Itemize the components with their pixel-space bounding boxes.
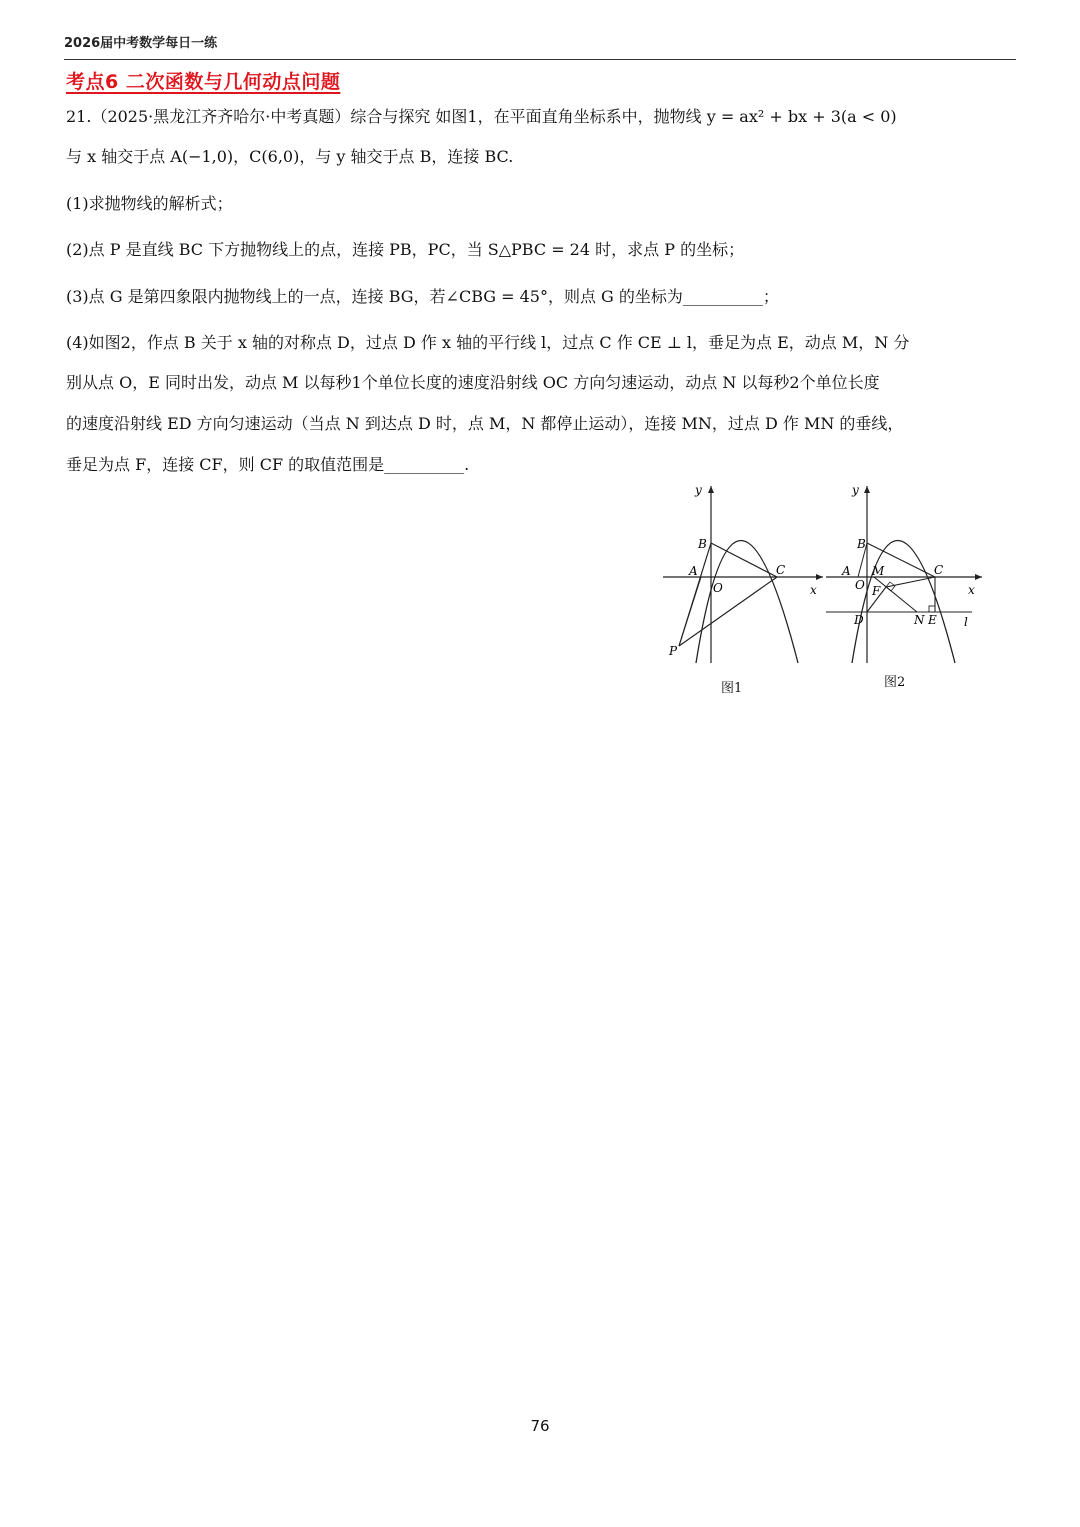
- page-number: 76: [530, 1417, 550, 1435]
- fig2-label-y: y: [852, 483, 859, 497]
- fig2-label-e: E: [928, 613, 937, 627]
- fig2-label-m: M: [872, 564, 885, 578]
- question-4-line-1: (4)如图2，作点 B 关于 x 轴的对称点 D，过点 D 作 x 轴的平行线 l，过点 C 作 CE ⊥ l，垂足为点 E，动点 M，N 分: [66, 333, 910, 352]
- fig2-label-d: D: [854, 613, 864, 627]
- fig2-label-a: A: [842, 564, 851, 578]
- problem-stem-line-1: 21.（2025·黑龙江齐齐哈尔·中考真题）综合与探究 如图1，在平面直角坐标系中，抛物线 y = ax² + bx + 3(a < 0): [66, 107, 897, 126]
- fig2-label-l: l: [964, 615, 968, 629]
- figure-1: [655, 478, 830, 673]
- fig1-label-x: x: [810, 583, 817, 597]
- fig2-label-o: O: [855, 578, 865, 592]
- fig2-label-n: N: [914, 613, 925, 627]
- fig1-label-b: B: [698, 537, 707, 551]
- figure-2: [822, 478, 987, 673]
- fig2-label-x: x: [968, 583, 975, 597]
- problem-stem-line-2: 与 x 轴交于点 A(−1,0)，C(6,0)，与 y 轴交于点 B，连接 BC.: [66, 147, 514, 166]
- question-2: (2)点 P 是直线 BC 下方抛物线上的点，连接 PB，PC，当 S△PBC = 24 时，求点 P 的坐标；: [66, 240, 745, 259]
- fig1-segment-pc: [679, 577, 777, 646]
- fig2-segment-cf: [886, 577, 935, 587]
- fig1-label-y: y: [695, 483, 702, 497]
- fig1-segment-bc: [711, 543, 777, 577]
- question-3: (3)点 G 是第四象限内抛物线上的一点，连接 BG，若∠CBG = 45°，则点 G 的坐标为__________；: [66, 287, 779, 306]
- section-title: 考点6 二次函数与几何动点问题: [66, 71, 341, 93]
- fig1-curve-left: [679, 577, 701, 646]
- question-1: (1)求抛物线的解析式；: [66, 194, 233, 213]
- question-4-line-3: 的速度沿射线 ED 方向匀速运动（当点 N 到达点 D 时，点 M，N 都停止运动），连接 MN，过点 D 作 MN 的垂线，: [66, 414, 904, 433]
- figure-1-caption: 图1: [721, 681, 743, 696]
- fig2-label-c: C: [934, 563, 944, 577]
- fig1-label-c: C: [776, 563, 786, 577]
- fig1-label-o: O: [713, 581, 723, 595]
- fig2-right-angle-e: [929, 606, 935, 612]
- fig2-y-arrow: [864, 486, 870, 493]
- fig1-label-p: P: [669, 644, 678, 658]
- question-4-line-4: 垂足为点 F，连接 CF，则 CF 的取值范围是__________.: [66, 455, 470, 474]
- fig1-y-arrow: [708, 486, 714, 493]
- figure-2-caption: 图2: [884, 675, 906, 690]
- fig2-label-f: F: [872, 584, 881, 598]
- page-header: [64, 32, 1016, 60]
- fig2-x-arrow: [975, 574, 982, 580]
- question-4-line-2: 别从点 O，E 同时出发，动点 M 以每秒1个单位长度的速度沿射线 OC 方向匀速运动，动点 N 以每秒2个单位长度: [66, 373, 880, 392]
- header-title: 2026届中考数学每日一练: [64, 36, 218, 51]
- fig1-label-a: A: [689, 564, 698, 578]
- fig2-label-b: B: [857, 537, 866, 551]
